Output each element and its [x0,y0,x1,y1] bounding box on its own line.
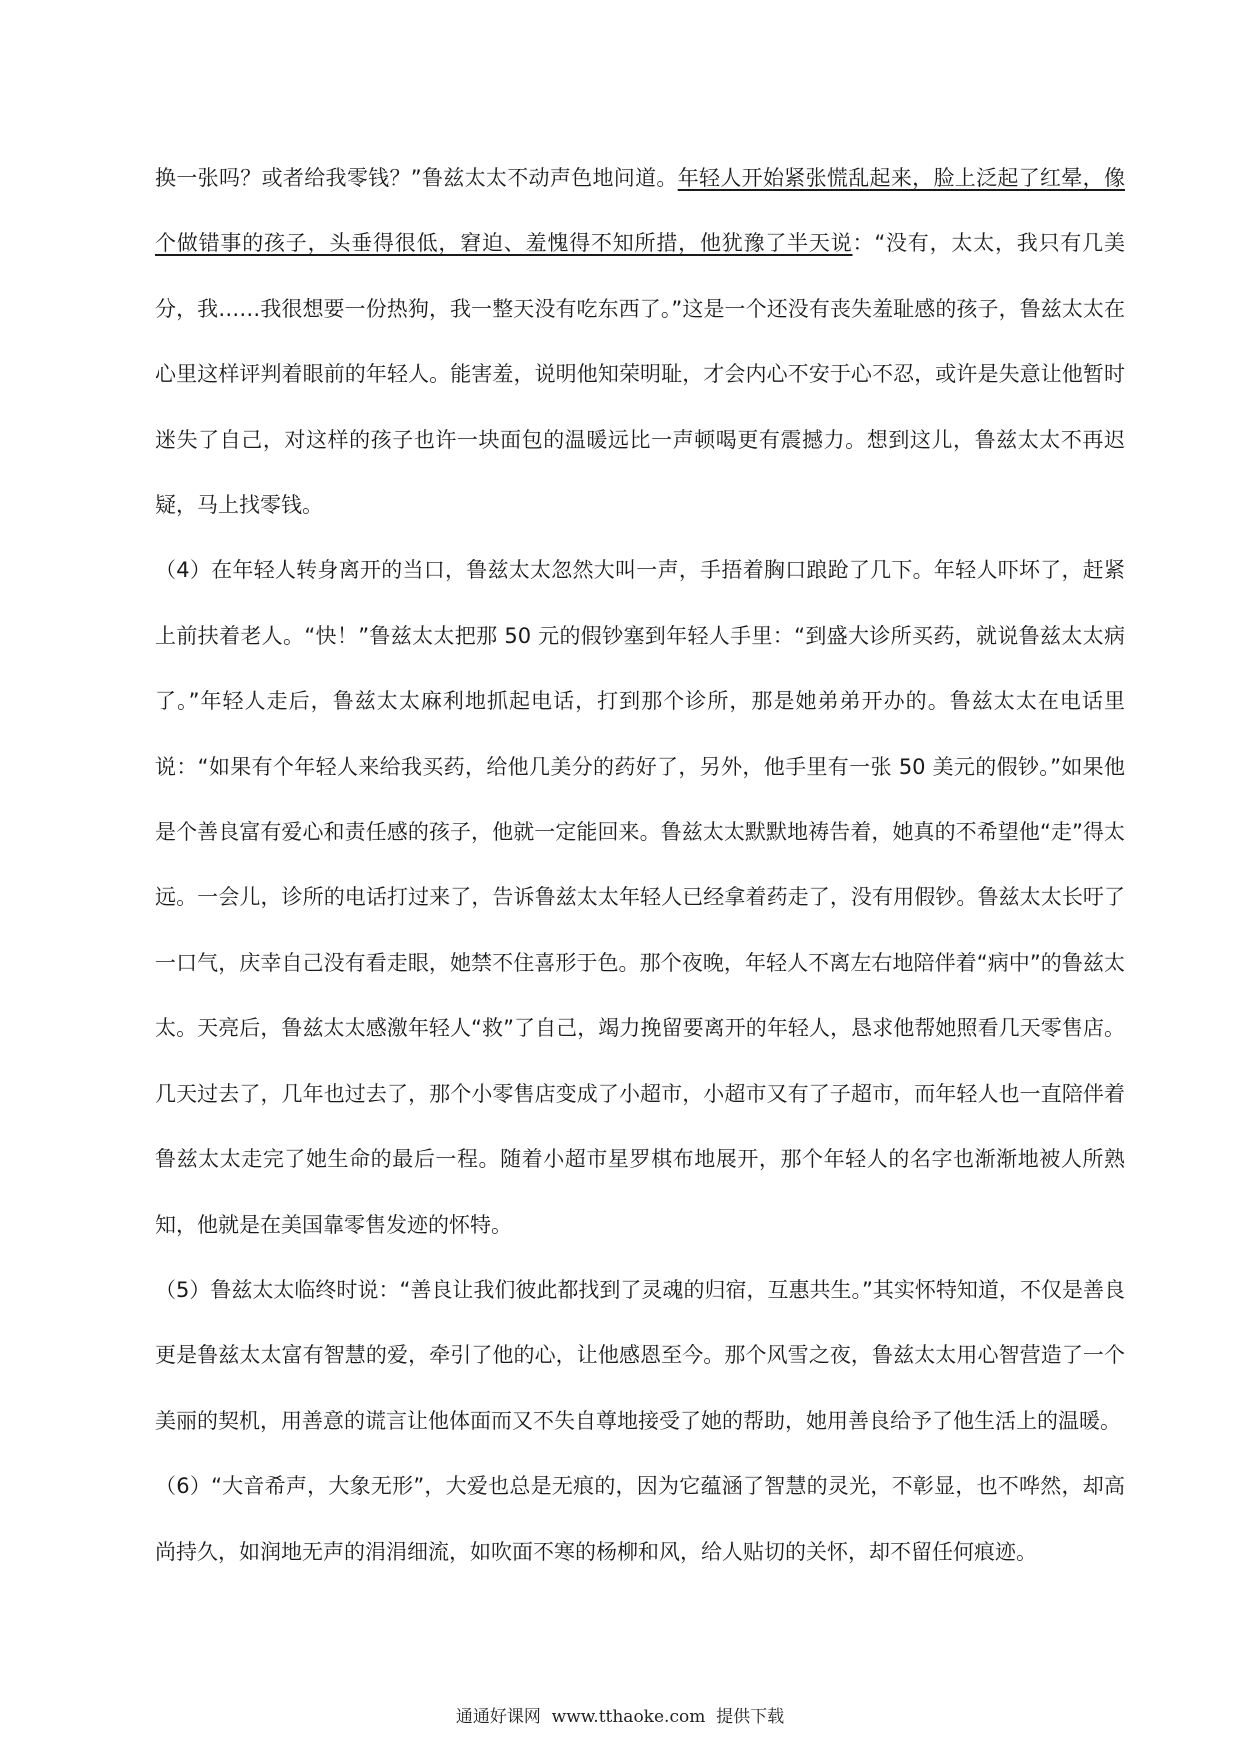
text-segment: ：“没有，太太，我只有几美分，我……我很想要一份热狗，我一整天没有吃东西了。”这是一个还没有丧失羞耻感的孩子，鲁兹太太在心里这样评判着眼前的年轻人。能害羞，说明他知荣明耻，才会内心不安于心不忍，或许是失意让他暂时迷失了自己，对这样的孩子也许一块面包的温暖远比一声顿喝更有震撼力。想到这儿，鲁兹太太不再迟疑，马上找零钱。 [155,231,1125,518]
text-segment: （4）在年轻人转身离开的当口，鲁兹太太忽然大叫一声，手捂着胸口踉跄了几下。年轻人吓坏了，赶紧上前扶着老人。“快！”鲁兹太太把那 50 元的假钞塞到年轻人手里：“到盛大诊所买药，就说鲁兹太太病了。”年轻人走后，鲁兹太太麻利地抓起电话，打到那个诊所，那是她弟弟开办的。鲁兹太太在电话里说：“如果有个年轻人来给我买药，给他几美分的药好了，另外，他手里有一张 50 美元的假钞。”如果他是个善良富有爱心和责任感的孩子，他就一定能回来。鲁兹太太默默地祷告着，她真的不希望他“走”得太远。一会儿，诊所的电话打过来了，告诉鲁兹太太年轻人已经拿着药走了，没有用假钞。鲁兹太太长吁了一口气，庆幸自己没有看走眼，她禁不住喜形于色。那个夜晚，年轻人不离左右地陪伴着“病中”的鲁兹太太。天亮后，鲁兹太太感激年轻人“救”了自己，竭力挽留要离开的年轻人，恳求他帮她照看几天零售店。几天过去了，几年也过去了，那个小零售店变成了小超市，小超市又有了子超市，而年轻人也一直陪伴着鲁兹太太走完了她生命的最后一程。随着小超市星罗棋布地展开，那个年轻人的名字也渐渐地被人所熟知，他就是在美国靠零售发迹的怀特。 [155,558,1125,1237]
text-segment: 换一张吗？或者给我零钱？”鲁兹太太不动声色地问道。 [155,166,678,190]
underlined-text-segment: 年轻人开始紧张慌乱起来，脸上泛起了红晕，像个做错事的孩子，头垂得很低，窘迫、羞愧得不知所措，他犹豫了半天说 [155,166,1125,256]
paragraph-6 [155,1454,1125,1585]
footer-download-text: 提供下载 [716,1707,785,1727]
paragraph-3-continued [155,146,1125,538]
footer-site-name: 通通好课网 [455,1707,541,1727]
footer-site-link[interactable]: www.tthaoke.com [551,1707,706,1727]
document-body [155,146,1125,1585]
text-segment: （6）“大音希声，大象无形”，大爱也总是无痕的，因为它蕴涵了智慧的灵光，不彰显，也不哗然，却高尚持久，如润地无声的涓涓细流，如吹面不寒的杨柳和风，给人贴切的关怀，却不留任何痕迹。 [155,1474,1125,1564]
text-segment: （5）鲁兹太太临终时说：“善良让我们彼此都找到了灵魂的归宿，互惠共生。”其实怀特知道，不仅是善良更是鲁兹太太富有智慧的爱，牵引了他的心，让他感恩至今。那个风雪之夜，鲁兹太太用心智营造了一个美丽的契机，用善意的谎言让他体面而又不失自尊地接受了她的帮助，她用善良给予了他生活上的温暖。 [155,1277,1125,1433]
page-footer [0,1702,1240,1727]
paragraph-4 [155,538,1125,1257]
paragraph-5 [155,1258,1125,1454]
